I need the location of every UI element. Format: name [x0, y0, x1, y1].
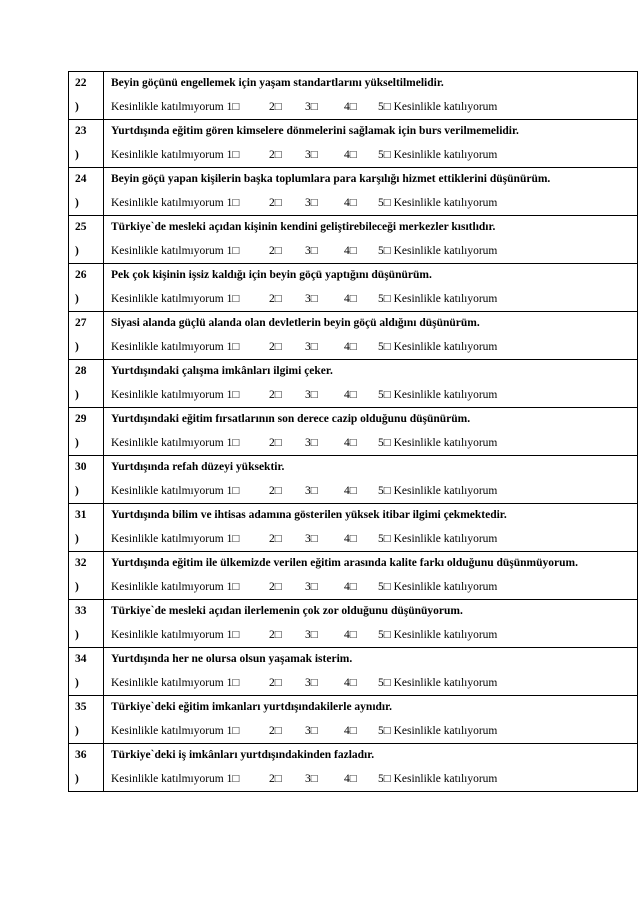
survey-item-row — [69, 744, 638, 792]
scale-option-4[interactable]: 4□ — [344, 533, 357, 545]
scale-option-4[interactable]: 4□ — [344, 293, 357, 305]
item-number-paren: ) — [75, 389, 79, 401]
item-number-paren: ) — [75, 773, 79, 785]
scale-option-4[interactable]: 4□ — [344, 341, 357, 353]
scale-option-4[interactable]: 4□ — [344, 149, 357, 161]
scale-option-5[interactable]: 5□ Kesinlikle katılıyorum — [378, 629, 498, 641]
scale-option-5[interactable]: 5□ Kesinlikle katılıyorum — [378, 149, 498, 161]
survey-item-row — [69, 72, 638, 120]
item-number-cell — [69, 456, 104, 504]
item-body-cell — [104, 600, 638, 648]
item-number-paren: ) — [75, 341, 79, 353]
item-number-paren: ) — [75, 149, 79, 161]
item-number-paren: ) — [75, 101, 79, 113]
survey-item-row — [69, 264, 638, 312]
scale-option-2[interactable]: 2□ — [269, 101, 282, 113]
scale-option-4[interactable]: 4□ — [344, 245, 357, 257]
item-number: 27 — [75, 317, 87, 329]
scale-option-4[interactable]: 4□ — [344, 437, 357, 449]
scale-option-4[interactable]: 4□ — [344, 677, 357, 689]
likert-scale — [111, 575, 637, 599]
likert-scale — [111, 767, 637, 791]
item-body-cell — [104, 552, 638, 600]
scale-option-2[interactable]: 2□ — [269, 293, 282, 305]
item-number: 31 — [75, 509, 87, 521]
item-question: Beyin göçünü engellemek için yaşam standartlarını yükseltilmelidir. — [111, 77, 444, 89]
likert-scale — [111, 719, 637, 743]
survey-item-row — [69, 168, 638, 216]
scale-option-1[interactable]: Kesinlikle katılmıyorum 1□ — [111, 533, 240, 545]
scale-option-1[interactable]: Kesinlikle katılmıyorum 1□ — [111, 293, 240, 305]
scale-option-1[interactable]: Kesinlikle katılmıyorum 1□ — [111, 581, 240, 593]
scale-option-4[interactable]: 4□ — [344, 101, 357, 113]
scale-option-4[interactable]: 4□ — [344, 197, 357, 209]
item-question: Yurtdışında eğitim gören kimselere dönmelerini sağlamak için burs verilmemelidir. — [111, 125, 519, 137]
scale-option-5[interactable]: 5□ Kesinlikle katılıyorum — [378, 677, 498, 689]
likert-scale — [111, 527, 637, 551]
likert-scale — [111, 287, 637, 311]
scale-option-3[interactable]: 3□ — [305, 677, 318, 689]
item-body-cell — [104, 312, 638, 360]
scale-option-1[interactable]: Kesinlikle katılmıyorum 1□ — [111, 149, 240, 161]
item-number-cell — [69, 552, 104, 600]
likert-scale — [111, 623, 637, 647]
scale-option-2[interactable]: 2□ — [269, 437, 282, 449]
likert-scale — [111, 479, 637, 503]
item-number-cell — [69, 312, 104, 360]
item-body-cell — [104, 504, 638, 552]
scale-option-2[interactable]: 2□ — [269, 725, 282, 737]
scale-option-3[interactable]: 3□ — [305, 533, 318, 545]
scale-option-2[interactable]: 2□ — [269, 677, 282, 689]
item-number-paren: ) — [75, 533, 79, 545]
item-body-cell — [104, 72, 638, 120]
scale-option-5[interactable]: 5□ Kesinlikle katılıyorum — [378, 485, 498, 497]
item-number: 29 — [75, 413, 87, 425]
scale-option-2[interactable]: 2□ — [269, 389, 282, 401]
scale-option-2[interactable]: 2□ — [269, 773, 282, 785]
item-number-paren: ) — [75, 485, 79, 497]
scale-option-3[interactable]: 3□ — [305, 725, 318, 737]
scale-option-3[interactable]: 3□ — [305, 149, 318, 161]
item-body-cell — [104, 120, 638, 168]
scale-option-5[interactable]: 5□ Kesinlikle katılıyorum — [378, 725, 498, 737]
scale-option-3[interactable]: 3□ — [305, 341, 318, 353]
scale-option-5[interactable]: 5□ Kesinlikle katılıyorum — [378, 437, 498, 449]
survey-item-row — [69, 696, 638, 744]
survey-table — [68, 71, 638, 792]
likert-scale — [111, 95, 637, 119]
item-number-paren: ) — [75, 629, 79, 641]
likert-scale — [111, 383, 637, 407]
item-number-paren: ) — [75, 725, 79, 737]
item-number-cell — [69, 72, 104, 120]
scale-option-3[interactable]: 3□ — [305, 581, 318, 593]
scale-option-3[interactable]: 3□ — [305, 773, 318, 785]
scale-option-1[interactable]: Kesinlikle katılmıyorum 1□ — [111, 197, 240, 209]
survey-item-row — [69, 120, 638, 168]
scale-option-5[interactable]: 5□ Kesinlikle katılıyorum — [378, 341, 498, 353]
scale-option-3[interactable]: 3□ — [305, 629, 318, 641]
scale-option-2[interactable]: 2□ — [269, 581, 282, 593]
scale-option-3[interactable]: 3□ — [305, 437, 318, 449]
item-number-paren: ) — [75, 581, 79, 593]
item-question: Yurtdışında her ne olursa olsun yaşamak isterim. — [111, 653, 353, 665]
item-question: Türkiye`deki eğitim imkanları yurtdışındakilerle aynıdır. — [111, 701, 393, 713]
item-number: 26 — [75, 269, 87, 281]
item-body-cell — [104, 408, 638, 456]
likert-scale — [111, 191, 637, 215]
survey-item-row — [69, 648, 638, 696]
item-number: 28 — [75, 365, 87, 377]
item-number-cell — [69, 600, 104, 648]
item-number-cell — [69, 744, 104, 792]
scale-option-5[interactable]: 5□ Kesinlikle katılıyorum — [378, 197, 498, 209]
item-question: Türkiye`de mesleki açıdan kişinin kendini geliştirebileceği merkezler kısıtlıdır. — [111, 221, 496, 233]
scale-option-1[interactable]: Kesinlikle katılmıyorum 1□ — [111, 773, 240, 785]
scale-option-1[interactable]: Kesinlikle katılmıyorum 1□ — [111, 437, 240, 449]
survey-item-row — [69, 408, 638, 456]
item-number-cell — [69, 216, 104, 264]
likert-scale — [111, 335, 637, 359]
scale-option-2[interactable]: 2□ — [269, 197, 282, 209]
survey-item-row — [69, 216, 638, 264]
survey-item-row — [69, 504, 638, 552]
item-body-cell — [104, 744, 638, 792]
item-number: 23 — [75, 125, 87, 137]
scale-option-2[interactable]: 2□ — [269, 485, 282, 497]
item-body-cell — [104, 648, 638, 696]
scale-option-3[interactable]: 3□ — [305, 197, 318, 209]
item-body-cell — [104, 360, 638, 408]
item-number: 30 — [75, 461, 87, 473]
item-number: 24 — [75, 173, 87, 185]
item-number-cell — [69, 696, 104, 744]
scale-option-1[interactable]: Kesinlikle katılmıyorum 1□ — [111, 677, 240, 689]
scale-option-3[interactable]: 3□ — [305, 101, 318, 113]
item-body-cell — [104, 264, 638, 312]
item-question: Türkiye`de mesleki açıdan ilerlemenin çok zor olduğunu düşünüyorum. — [111, 605, 463, 617]
scale-option-2[interactable]: 2□ — [269, 245, 282, 257]
item-number-paren: ) — [75, 197, 79, 209]
item-number-cell — [69, 648, 104, 696]
scale-option-3[interactable]: 3□ — [305, 389, 318, 401]
item-question: Siyasi alanda güçlü alanda olan devletlerin beyin göçü aldığını düşünürüm. — [111, 317, 480, 329]
item-question: Türkiye`deki iş imkânları yurtdışındakinden fazladır. — [111, 749, 375, 761]
scale-option-4[interactable]: 4□ — [344, 389, 357, 401]
item-question: Yurtdışında refah düzeyi yüksektir. — [111, 461, 285, 473]
scale-option-1[interactable]: Kesinlikle katılmıyorum 1□ — [111, 341, 240, 353]
scale-option-5[interactable]: 5□ Kesinlikle katılıyorum — [378, 293, 498, 305]
item-number: 35 — [75, 701, 87, 713]
survey-item-row — [69, 600, 638, 648]
scale-option-1[interactable]: Kesinlikle katılmıyorum 1□ — [111, 389, 240, 401]
scale-option-2[interactable]: 2□ — [269, 149, 282, 161]
scale-option-5[interactable]: 5□ Kesinlikle katılıyorum — [378, 773, 498, 785]
scale-option-4[interactable]: 4□ — [344, 581, 357, 593]
scale-option-4[interactable]: 4□ — [344, 629, 357, 641]
item-number: 25 — [75, 221, 87, 233]
item-number: 36 — [75, 749, 87, 761]
scale-option-5[interactable]: 5□ Kesinlikle katılıyorum — [378, 389, 498, 401]
scale-option-5[interactable]: 5□ Kesinlikle katılıyorum — [378, 245, 498, 257]
item-number-cell — [69, 408, 104, 456]
item-body-cell — [104, 216, 638, 264]
likert-scale — [111, 431, 637, 455]
scale-option-5[interactable]: 5□ Kesinlikle katılıyorum — [378, 533, 498, 545]
item-question: Pek çok kişinin işsiz kaldığı için beyin göçü yaptığını düşünürüm. — [111, 269, 432, 281]
item-number-cell — [69, 504, 104, 552]
item-question: Beyin göçü yapan kişilerin başka toplumlara para karşılığı hizmet ettiklerini düşünürüm. — [111, 173, 551, 185]
item-question: Yurtdışında eğitim ile ülkemizde verilen eğitim arasında kalite farkı olduğunu düşünmüyorum. — [111, 557, 578, 569]
likert-scale — [111, 239, 637, 263]
item-question: Yurtdışındaki çalışma imkânları ilgimi çeker. — [111, 365, 333, 377]
scale-option-5[interactable]: 5□ Kesinlikle katılıyorum — [378, 581, 498, 593]
item-number-paren: ) — [75, 437, 79, 449]
scale-option-4[interactable]: 4□ — [344, 485, 357, 497]
survey-item-row — [69, 360, 638, 408]
survey-item-row — [69, 456, 638, 504]
item-number-paren: ) — [75, 245, 79, 257]
scale-option-4[interactable]: 4□ — [344, 773, 357, 785]
item-number: 33 — [75, 605, 87, 617]
item-number-cell — [69, 120, 104, 168]
survey-rows — [69, 72, 638, 792]
scale-option-2[interactable]: 2□ — [269, 533, 282, 545]
item-body-cell — [104, 696, 638, 744]
scale-option-2[interactable]: 2□ — [269, 629, 282, 641]
item-number-paren: ) — [75, 293, 79, 305]
scale-option-1[interactable]: Kesinlikle katılmıyorum 1□ — [111, 245, 240, 257]
item-number-cell — [69, 168, 104, 216]
item-number-cell — [69, 264, 104, 312]
scale-option-1[interactable]: Kesinlikle katılmıyorum 1□ — [111, 101, 240, 113]
survey-item-row — [69, 552, 638, 600]
scale-option-4[interactable]: 4□ — [344, 725, 357, 737]
item-body-cell — [104, 456, 638, 504]
item-question: Yurtdışında bilim ve ihtisas adamına gösterilen yüksek itibar ilgimi çekmektedir. — [111, 509, 507, 521]
scale-option-2[interactable]: 2□ — [269, 341, 282, 353]
likert-scale — [111, 671, 637, 695]
scale-option-3[interactable]: 3□ — [305, 245, 318, 257]
likert-scale — [111, 143, 637, 167]
scale-option-3[interactable]: 3□ — [305, 485, 318, 497]
scale-option-1[interactable]: Kesinlikle katılmıyorum 1□ — [111, 485, 240, 497]
item-question: Yurtdışındaki eğitim fırsatlarının son derece cazip olduğunu düşünürüm. — [111, 413, 471, 425]
scale-option-1[interactable]: Kesinlikle katılmıyorum 1□ — [111, 629, 240, 641]
survey-item-row — [69, 312, 638, 360]
item-number-paren: ) — [75, 677, 79, 689]
item-number: 32 — [75, 557, 87, 569]
scale-option-5[interactable]: 5□ Kesinlikle katılıyorum — [378, 101, 498, 113]
item-body-cell — [104, 168, 638, 216]
item-number: 22 — [75, 77, 87, 89]
item-number: 34 — [75, 653, 87, 665]
scale-option-1[interactable]: Kesinlikle katılmıyorum 1□ — [111, 725, 240, 737]
item-number-cell — [69, 360, 104, 408]
scale-option-3[interactable]: 3□ — [305, 293, 318, 305]
